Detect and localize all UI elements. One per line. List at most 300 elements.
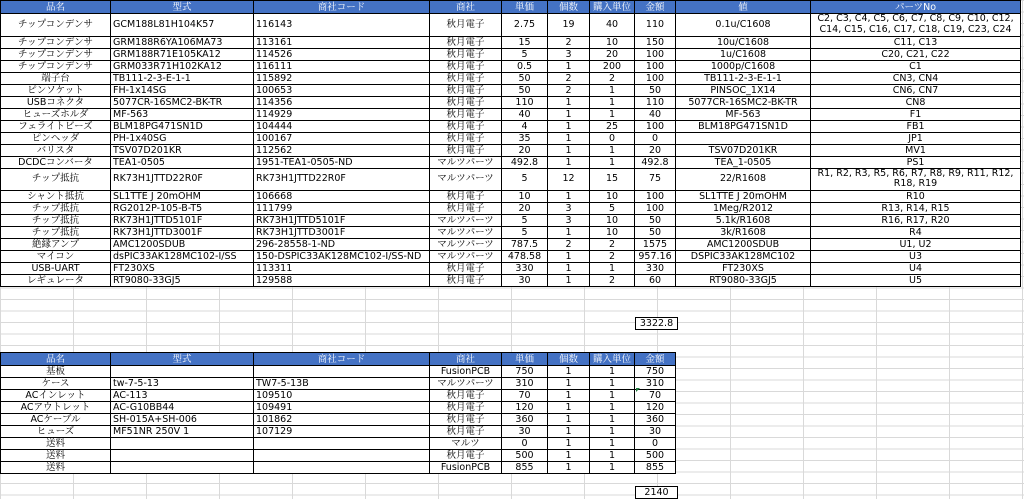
cell-qty[interactable]: 1	[548, 366, 590, 378]
cell-vendor[interactable]: 秋月電子	[430, 191, 502, 203]
cell-vendor[interactable]: 秋月電子	[430, 84, 502, 96]
cell-name[interactable]: チップ抵抗	[1, 203, 111, 215]
cell-amount[interactable]: 100	[635, 72, 676, 84]
cell-parts[interactable]: CN3, CN4	[811, 72, 1021, 84]
cell-name[interactable]: 送料	[1, 438, 111, 450]
cell-model[interactable]: AC-G10BB44	[111, 402, 254, 414]
cell-price[interactable]: 360	[502, 414, 548, 426]
cell-model[interactable]	[111, 438, 254, 450]
cell-amount[interactable]: 0	[635, 438, 676, 450]
cell-value[interactable]: 10u/C1608	[676, 36, 811, 48]
cell-price[interactable]: 50	[502, 72, 548, 84]
cell-code[interactable]	[254, 438, 430, 450]
cell-qty[interactable]: 2	[548, 84, 590, 96]
cell-price[interactable]: 2.75	[502, 14, 548, 37]
cell-amount[interactable]: 30	[635, 426, 676, 438]
cell-model[interactable]: GRM188R71E105KA12	[111, 48, 254, 60]
cell-value[interactable]: 1u/C1608	[676, 48, 811, 60]
parts-header-cell[interactable]: 商社	[430, 1, 502, 14]
parts-header-cell[interactable]: 購入単位	[590, 1, 635, 14]
cell-model[interactable]: RK73H1JTTD3001F	[111, 227, 254, 239]
cell-code[interactable]: 107129	[254, 426, 430, 438]
cell-amount[interactable]: 100	[635, 203, 676, 215]
cell-price[interactable]: 30	[502, 426, 548, 438]
cell-qty[interactable]: 1	[548, 438, 590, 450]
cell-value[interactable]: AMC1200SDUB	[676, 239, 811, 251]
cell-vendor[interactable]: FusionPCB	[430, 462, 502, 474]
cell-code[interactable]: 106668	[254, 191, 430, 203]
cell-name[interactable]: USB-UART	[1, 263, 111, 275]
cell-vendor[interactable]: マルツパーツ	[430, 239, 502, 251]
cell-vendor[interactable]: 秋月電子	[430, 275, 502, 287]
cell-amount[interactable]: 110	[635, 96, 676, 108]
cell-unit[interactable]: 2	[590, 251, 635, 263]
cell-code[interactable]: RK73H1JTTD3001F	[254, 227, 430, 239]
cell-parts[interactable]: MV1	[811, 144, 1021, 156]
cell-parts[interactable]: R4	[811, 227, 1021, 239]
cell-unit[interactable]: 200	[590, 60, 635, 72]
cell-price[interactable]: 20	[502, 203, 548, 215]
cell-code[interactable]: 109491	[254, 402, 430, 414]
cell-amount[interactable]: 1575	[635, 239, 676, 251]
cell-model[interactable]: PH-1x40SG	[111, 132, 254, 144]
cell-unit[interactable]: 25	[590, 120, 635, 132]
cell-vendor[interactable]: 秋月電子	[430, 120, 502, 132]
cell-qty[interactable]: 1	[548, 414, 590, 426]
cell-code[interactable]	[254, 366, 430, 378]
cell-unit[interactable]: 0	[590, 132, 635, 144]
cell-code[interactable]: 150-DSPIC33AK128MC102-I/SS-ND	[254, 251, 430, 263]
cell-vendor[interactable]: 秋月電子	[430, 96, 502, 108]
cell-vendor[interactable]: マルツパーツ	[430, 227, 502, 239]
cell-amount[interactable]: 100	[635, 120, 676, 132]
cell-unit[interactable]: 1	[590, 366, 635, 378]
cell-name[interactable]: ヒューズ	[1, 426, 111, 438]
cell-code[interactable]: TW7-5-13B	[254, 378, 430, 390]
cell-price[interactable]: 787.5	[502, 239, 548, 251]
parts-header-cell[interactable]: パーツNo	[811, 1, 1021, 14]
cell-model[interactable]: GRM033R71H102KA12	[111, 60, 254, 72]
cell-value[interactable]: 5.1k/R1608	[676, 215, 811, 227]
cell-price[interactable]: 0.5	[502, 60, 548, 72]
cell-vendor[interactable]: 秋月電子	[430, 263, 502, 275]
cell-value[interactable]: TEA_1-0505	[676, 156, 811, 168]
cell-qty[interactable]: 1	[548, 156, 590, 168]
cell-value[interactable]: MF-563	[676, 108, 811, 120]
cell-model[interactable]	[111, 450, 254, 462]
cell-price[interactable]: 750	[502, 366, 548, 378]
cell-price[interactable]: 20	[502, 144, 548, 156]
cell-value[interactable]	[676, 132, 811, 144]
misc-header-cell[interactable]: 単価	[502, 353, 548, 366]
cell-parts[interactable]: JP1	[811, 132, 1021, 144]
cell-unit[interactable]: 1	[590, 144, 635, 156]
cell-price[interactable]: 330	[502, 263, 548, 275]
cell-name[interactable]: チップコンデンサ	[1, 48, 111, 60]
cell-price[interactable]: 5	[502, 227, 548, 239]
cell-value[interactable]: TSV07D201KR	[676, 144, 811, 156]
cell-model[interactable]: GRM188R6YA106MA73	[111, 36, 254, 48]
cell-model[interactable]: RK73H1JTTD5101F	[111, 215, 254, 227]
cell-qty[interactable]: 1	[548, 263, 590, 275]
cell-code[interactable]: 100167	[254, 132, 430, 144]
cell-qty[interactable]: 2	[548, 36, 590, 48]
cell-parts[interactable]: F1	[811, 108, 1021, 120]
cell-code[interactable]	[254, 462, 430, 474]
cell-amount[interactable]: 492.8	[635, 156, 676, 168]
cell-vendor[interactable]: マルツ	[430, 438, 502, 450]
cell-qty[interactable]: 19	[548, 14, 590, 37]
cell-unit[interactable]: 10	[590, 36, 635, 48]
parts-header-cell[interactable]: 値	[676, 1, 811, 14]
cell-price[interactable]: 15	[502, 36, 548, 48]
cell-amount[interactable]: 120	[635, 402, 676, 414]
cell-parts[interactable]: FB1	[811, 120, 1021, 132]
misc-header-cell[interactable]: 型式	[111, 353, 254, 366]
cell-price[interactable]: 110	[502, 96, 548, 108]
cell-parts[interactable]: U3	[811, 251, 1021, 263]
cell-model[interactable]: FT230XS	[111, 263, 254, 275]
cell-model[interactable]: TEA1-0505	[111, 156, 254, 168]
cell-vendor[interactable]: マルツパーツ	[430, 215, 502, 227]
cell-value[interactable]: TB111-2-3-E-1-1	[676, 72, 811, 84]
cell-name[interactable]: ピンヘッダ	[1, 132, 111, 144]
cell-parts[interactable]: U1, U2	[811, 239, 1021, 251]
cell-unit[interactable]: 10	[590, 191, 635, 203]
cell-value[interactable]: 22/R1608	[676, 168, 811, 191]
cell-amount[interactable]: 20	[635, 144, 676, 156]
cell-unit[interactable]: 1	[590, 96, 635, 108]
cell-amount[interactable]: 100	[635, 60, 676, 72]
cell-unit[interactable]: 1	[590, 450, 635, 462]
cell-vendor[interactable]: 秋月電子	[430, 132, 502, 144]
cell-model[interactable]: SL1TTE J 20mOHM	[111, 191, 254, 203]
cell-price[interactable]: 35	[502, 132, 548, 144]
cell-model[interactable]: MF51NR 250V 1	[111, 426, 254, 438]
cell-vendor[interactable]: 秋月電子	[430, 390, 502, 402]
cell-amount[interactable]: 50	[635, 227, 676, 239]
cell-amount[interactable]: 360	[635, 414, 676, 426]
cell-price[interactable]: 0	[502, 438, 548, 450]
cell-parts[interactable]: C20, C21, C22	[811, 48, 1021, 60]
cell-parts[interactable]: U4	[811, 263, 1021, 275]
cell-amount[interactable]: 40	[635, 108, 676, 120]
cell-value[interactable]: FT230XS	[676, 263, 811, 275]
cell-unit[interactable]: 1	[590, 108, 635, 120]
cell-unit[interactable]: 10	[590, 215, 635, 227]
cell-unit[interactable]: 1	[590, 390, 635, 402]
cell-unit[interactable]: 1	[590, 402, 635, 414]
cell-qty[interactable]: 1	[548, 378, 590, 390]
cell-code[interactable]: 113161	[254, 36, 430, 48]
cell-vendor[interactable]: マルツパーツ	[430, 156, 502, 168]
cell-price[interactable]: 4	[502, 120, 548, 132]
cell-name[interactable]: ACアウトレット	[1, 402, 111, 414]
cell-code[interactable]: 112562	[254, 144, 430, 156]
cell-name[interactable]: マイコン	[1, 251, 111, 263]
cell-code[interactable]: 115892	[254, 72, 430, 84]
cell-code[interactable]	[254, 450, 430, 462]
cell-code[interactable]: 129588	[254, 275, 430, 287]
cell-qty[interactable]: 1	[548, 390, 590, 402]
cell-parts[interactable]: CN8	[811, 96, 1021, 108]
cell-name[interactable]: ピンソケット	[1, 84, 111, 96]
cell-price[interactable]: 5	[502, 48, 548, 60]
cell-code[interactable]: RK73H1JTTD22R0F	[254, 168, 430, 191]
cell-amount[interactable]: 0	[635, 132, 676, 144]
cell-model[interactable]	[111, 462, 254, 474]
cell-qty[interactable]: 1	[548, 251, 590, 263]
cell-parts[interactable]: C1	[811, 60, 1021, 72]
cell-amount[interactable]: 855	[635, 462, 676, 474]
cell-unit[interactable]: 2	[590, 72, 635, 84]
cell-amount[interactable]: 110	[635, 14, 676, 37]
cell-code[interactable]: 113311	[254, 263, 430, 275]
cell-name[interactable]: USBコネクタ	[1, 96, 111, 108]
cell-price[interactable]: 10	[502, 191, 548, 203]
cell-amount[interactable]: 100	[635, 191, 676, 203]
cell-unit[interactable]: 10	[590, 227, 635, 239]
cell-amount[interactable]: 500	[635, 450, 676, 462]
cell-qty[interactable]: 1	[548, 191, 590, 203]
cell-unit[interactable]: 1	[590, 462, 635, 474]
cell-vendor[interactable]: 秋月電子	[430, 14, 502, 37]
cell-price[interactable]: 50	[502, 84, 548, 96]
cell-code[interactable]: 296-28558-1-ND	[254, 239, 430, 251]
cell-name[interactable]: DCDCコンバータ	[1, 156, 111, 168]
cell-code[interactable]: 114929	[254, 108, 430, 120]
cell-parts[interactable]: R1, R2, R3, R5, R6, R7, R8, R9, R11, R12, R18, R19	[811, 168, 1021, 191]
cell-parts[interactable]: R10	[811, 191, 1021, 203]
cell-unit[interactable]: 1	[590, 378, 635, 390]
cell-name[interactable]: チップ抵抗	[1, 168, 111, 191]
misc-header-cell[interactable]: 商社コード	[254, 353, 430, 366]
parts-header-cell[interactable]: 単価	[502, 1, 548, 14]
cell-name[interactable]: チップコンデンサ	[1, 60, 111, 72]
cell-qty[interactable]: 1	[548, 144, 590, 156]
cell-qty[interactable]: 1	[548, 462, 590, 474]
cell-amount[interactable]: 70	[635, 390, 676, 402]
cell-name[interactable]: ケース	[1, 378, 111, 390]
cell-price[interactable]: 40	[502, 108, 548, 120]
cell-vendor[interactable]: 秋月電子	[430, 144, 502, 156]
cell-amount[interactable]: 750	[635, 366, 676, 378]
cell-name[interactable]: 送料	[1, 450, 111, 462]
cell-price[interactable]: 855	[502, 462, 548, 474]
cell-price[interactable]: 120	[502, 402, 548, 414]
cell-code[interactable]: 100653	[254, 84, 430, 96]
cell-value[interactable]: RT9080-33GJ5	[676, 275, 811, 287]
cell-unit[interactable]: 5	[590, 203, 635, 215]
cell-vendor[interactable]: 秋月電子	[430, 72, 502, 84]
cell-qty[interactable]: 1	[548, 227, 590, 239]
cell-unit[interactable]: 1	[590, 438, 635, 450]
cell-qty[interactable]: 1	[548, 120, 590, 132]
cell-parts[interactable]: R16, R17, R20	[811, 215, 1021, 227]
cell-amount[interactable]: 100	[635, 48, 676, 60]
cell-name[interactable]: ACインレット	[1, 390, 111, 402]
cell-amount[interactable]: 75	[635, 168, 676, 191]
cell-qty[interactable]: 12	[548, 168, 590, 191]
cell-code[interactable]: 111799	[254, 203, 430, 215]
cell-qty[interactable]: 3	[548, 203, 590, 215]
cell-model[interactable]: AC-113	[111, 390, 254, 402]
cell-name[interactable]: レギュレータ	[1, 275, 111, 287]
cell-qty[interactable]: 1	[548, 426, 590, 438]
cell-qty[interactable]: 1	[548, 108, 590, 120]
cell-price[interactable]: 310	[502, 378, 548, 390]
cell-value[interactable]: BLM18PG471SN1D	[676, 120, 811, 132]
cell-qty[interactable]: 2	[548, 239, 590, 251]
cell-model[interactable]: TSV07D201KR	[111, 144, 254, 156]
cell-model[interactable]: RT9080-33GJ5	[111, 275, 254, 287]
cell-unit[interactable]: 1	[590, 426, 635, 438]
cell-code[interactable]: 104444	[254, 120, 430, 132]
cell-amount[interactable]: 50	[635, 84, 676, 96]
cell-name[interactable]: フェライトビーズ	[1, 120, 111, 132]
misc-header-cell[interactable]: 商社	[430, 353, 502, 366]
cell-amount[interactable]: 957.16	[635, 251, 676, 263]
cell-price[interactable]: 478.58	[502, 251, 548, 263]
cell-qty[interactable]: 1	[548, 275, 590, 287]
cell-unit[interactable]: 15	[590, 168, 635, 191]
cell-code[interactable]: 116143	[254, 14, 430, 37]
cell-unit[interactable]: 1	[590, 414, 635, 426]
cell-parts[interactable]: PS1	[811, 156, 1021, 168]
cell-qty[interactable]: 1	[548, 402, 590, 414]
cell-vendor[interactable]: FusionPCB	[430, 366, 502, 378]
cell-model[interactable]: 5077CR-16SMC2-BK-TR	[111, 96, 254, 108]
cell-code[interactable]: 109510	[254, 390, 430, 402]
cell-vendor[interactable]: マルツパーツ	[430, 251, 502, 263]
cell-name[interactable]: バリスタ	[1, 144, 111, 156]
cell-model[interactable]: SH-015A+SH-006	[111, 414, 254, 426]
cell-code[interactable]: 1951-TEA1-0505-ND	[254, 156, 430, 168]
parts-header-cell[interactable]: 個数	[548, 1, 590, 14]
cell-parts[interactable]: C11, C13	[811, 36, 1021, 48]
parts-header-cell[interactable]: 型式	[111, 1, 254, 14]
cell-name[interactable]: チップコンデンサ	[1, 14, 111, 37]
cell-qty[interactable]: 2	[548, 72, 590, 84]
cell-value[interactable]: 5077CR-16SMC2-BK-TR	[676, 96, 811, 108]
cell-unit[interactable]: 2	[590, 239, 635, 251]
cell-code[interactable]: 101862	[254, 414, 430, 426]
cell-vendor[interactable]: 秋月電子	[430, 414, 502, 426]
cell-value[interactable]: 3k/R1608	[676, 227, 811, 239]
cell-name[interactable]: 送料	[1, 462, 111, 474]
cell-model[interactable]: BLM18PG471SN1D	[111, 120, 254, 132]
cell-price[interactable]: 30	[502, 275, 548, 287]
cell-vendor[interactable]: マルツパーツ	[430, 168, 502, 191]
cell-code[interactable]: 114356	[254, 96, 430, 108]
cell-model[interactable]: MF-563	[111, 108, 254, 120]
parts-total-cell[interactable]: 3322.8	[635, 317, 678, 330]
cell-model[interactable]: dsPIC33AK128MC102-I/SS	[111, 251, 254, 263]
cell-amount[interactable]: 60	[635, 275, 676, 287]
cell-value[interactable]: DSPIC33AK128MC102	[676, 251, 811, 263]
cell-name[interactable]: ACケーブル	[1, 414, 111, 426]
cell-price[interactable]: 5	[502, 168, 548, 191]
cell-name[interactable]: ヒューズホルダ	[1, 108, 111, 120]
cell-vendor[interactable]: 秋月電子	[430, 48, 502, 60]
misc-header-cell[interactable]: 個数	[548, 353, 590, 366]
cell-code[interactable]: RK73H1JTTD5101F	[254, 215, 430, 227]
cell-unit[interactable]: 2	[590, 275, 635, 287]
cell-code[interactable]: 114526	[254, 48, 430, 60]
cell-name[interactable]: チップコンデンサ	[1, 36, 111, 48]
cell-price[interactable]: 70	[502, 390, 548, 402]
cell-qty[interactable]: 1	[548, 132, 590, 144]
misc-total-cell[interactable]: 2140	[635, 486, 678, 499]
cell-parts[interactable]: U5	[811, 275, 1021, 287]
cell-vendor[interactable]: 秋月電子	[430, 36, 502, 48]
cell-vendor[interactable]: 秋月電子	[430, 426, 502, 438]
cell-amount[interactable]: 310	[635, 378, 676, 390]
cell-price[interactable]: 5	[502, 215, 548, 227]
cell-parts[interactable]: R13, R14, R15	[811, 203, 1021, 215]
cell-model[interactable]: AMC1200SDUB	[111, 239, 254, 251]
cell-unit[interactable]: 1	[590, 156, 635, 168]
cell-vendor[interactable]: 秋月電子	[430, 108, 502, 120]
misc-header-cell[interactable]: 金額	[635, 353, 676, 366]
cell-unit[interactable]: 20	[590, 48, 635, 60]
cell-code[interactable]: 116111	[254, 60, 430, 72]
cell-name[interactable]: チップ抵抗	[1, 227, 111, 239]
cell-unit[interactable]: 40	[590, 14, 635, 37]
cell-qty[interactable]: 1	[548, 60, 590, 72]
parts-header-cell[interactable]: 品名	[1, 1, 111, 14]
parts-header-cell[interactable]: 金額	[635, 1, 676, 14]
misc-header-cell[interactable]: 品名	[1, 353, 111, 366]
cell-value[interactable]: PINSOC_1X14	[676, 84, 811, 96]
misc-header-cell[interactable]: 購入単位	[590, 353, 635, 366]
cell-parts[interactable]: C2, C3, C4, C5, C6, C7, C8, C9, C10, C12, C14, C15, C16, C17, C18, C19, C23, C24	[811, 14, 1021, 37]
cell-qty[interactable]: 1	[548, 450, 590, 462]
cell-vendor[interactable]: 秋月電子	[430, 450, 502, 462]
cell-model[interactable]: RG2012P-105-B-T5	[111, 203, 254, 215]
cell-vendor[interactable]: 秋月電子	[430, 60, 502, 72]
cell-vendor[interactable]: 秋月電子	[430, 203, 502, 215]
cell-qty[interactable]: 3	[548, 215, 590, 227]
cell-price[interactable]: 500	[502, 450, 548, 462]
cell-vendor[interactable]: 秋月電子	[430, 402, 502, 414]
parts-header-cell[interactable]: 商社コード	[254, 1, 430, 14]
cell-model[interactable]: GCM188L81H104K57	[111, 14, 254, 37]
cell-amount[interactable]: 150	[635, 36, 676, 48]
cell-value[interactable]: 1000p/C1608	[676, 60, 811, 72]
cell-amount[interactable]: 330	[635, 263, 676, 275]
cell-parts[interactable]: CN6, CN7	[811, 84, 1021, 96]
cell-model[interactable]: tw-7-5-13	[111, 378, 254, 390]
cell-amount[interactable]: 50	[635, 215, 676, 227]
cell-model[interactable]: TB111-2-3-E-1-1	[111, 72, 254, 84]
cell-model[interactable]: FH-1x14SG	[111, 84, 254, 96]
cell-qty[interactable]: 3	[548, 48, 590, 60]
cell-price[interactable]: 492.8	[502, 156, 548, 168]
cell-name[interactable]: シャント抵抗	[1, 191, 111, 203]
cell-vendor[interactable]: マルツパーツ	[430, 378, 502, 390]
cell-name[interactable]: 端子台	[1, 72, 111, 84]
cell-unit[interactable]: 1	[590, 263, 635, 275]
cell-qty[interactable]: 1	[548, 96, 590, 108]
cell-model[interactable]	[111, 366, 254, 378]
cell-name[interactable]: 絶縁アンプ	[1, 239, 111, 251]
cell-model[interactable]: RK73H1JTTD22R0F	[111, 168, 254, 191]
cell-value[interactable]: SL1TTE J 20mOHM	[676, 191, 811, 203]
cell-value[interactable]: 0.1u/C1608	[676, 14, 811, 37]
cell-unit[interactable]: 1	[590, 84, 635, 96]
cell-value[interactable]: 1Meg/R2012	[676, 203, 811, 215]
